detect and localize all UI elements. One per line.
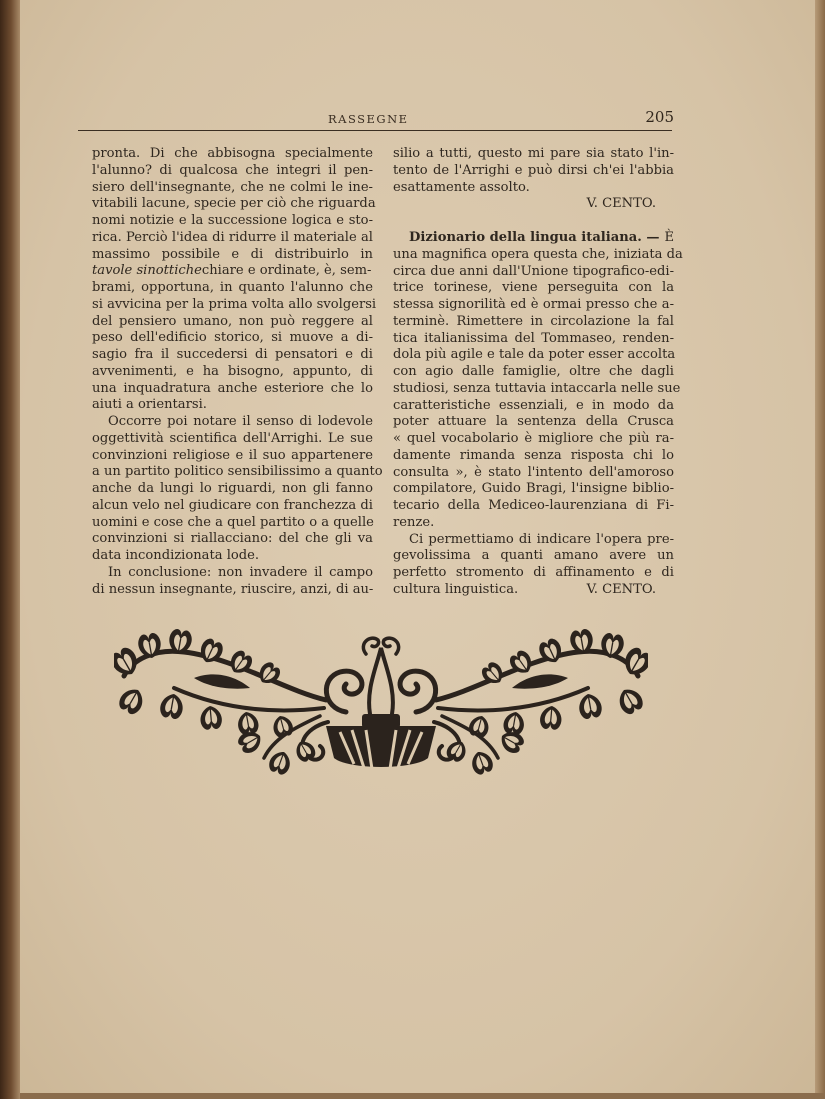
text-line: trice torinese, viene perseguita con la	[393, 280, 674, 296]
text-line: silio a tutti, questo mi pare sia stato l'in-	[393, 146, 674, 161]
text-line: siero dell'insegnante, che ne colmi le ine-	[92, 179, 373, 195]
text-line: una inquadratura anche esteriore che lo	[92, 380, 373, 396]
text-line: terminè. Rimettere in circolazione la fal	[393, 313, 674, 329]
text-line: In conclusione: non invadere il campo	[108, 564, 373, 580]
text-line: studiosi, senza tuttavia intaccarla nelle sue	[393, 380, 681, 396]
text-line: oggettività scientifica dell'Arrighi. Le sue	[92, 430, 373, 446]
text-line	[393, 582, 674, 599]
text-line: si avvicina per la prima volta allo svolgersi	[92, 296, 377, 312]
floral-vase-ornament-icon	[114, 618, 648, 778]
text-line: uomini e cose che a quel partito o a quelle	[92, 514, 374, 530]
left-column	[92, 146, 383, 598]
vase	[326, 714, 436, 769]
text-line: Occorre poi notare il senso di lodevole	[108, 414, 373, 429]
text-line-start: cultura linguistica.	[393, 581, 519, 597]
running-head	[78, 108, 674, 130]
signature: V. CENTO.	[586, 581, 656, 597]
text-line: damente rimanda senza risposta chi lo	[393, 447, 674, 463]
text-line: l'alunno? di qualcosa che integri il pen-	[92, 162, 373, 178]
page-edge-bottom	[20, 1093, 825, 1099]
text-line: vitabili lacune, specie per ciò che riguarda	[92, 196, 376, 212]
text-line: renze.	[393, 514, 435, 530]
right-column	[393, 146, 683, 599]
italic-term: tavole sinottiche	[92, 263, 202, 279]
text-line	[92, 263, 373, 280]
text-line: perfetto stromento di affinamento e di	[393, 565, 674, 580]
text-line: tento de l'Arrighi e può dirsi ch'ei l'abbia	[393, 162, 674, 178]
text-line-rest: È	[664, 230, 674, 245]
text-line: aiuti a orientarsi.	[92, 397, 207, 413]
text-line: poter attuare la sentenza della Crusca	[393, 414, 674, 430]
text-line: « quel vocabolario è migliore che più ra-	[393, 431, 674, 446]
text-line: massimo possibile e di distribuirlo in	[92, 246, 373, 262]
text-line: Ci permettiamo di indicare l'opera pre-	[409, 531, 674, 547]
page-number: 205	[645, 108, 674, 126]
text-line: circa due anni dall'Unione tipografico-edi-	[393, 263, 674, 279]
text-line: pronta. Di che abbisogna specialmente	[92, 146, 373, 161]
text-line: anche da lungi lo riguardi, non gli fanno	[92, 481, 373, 496]
text-line: nomi notizie e la successione logica e sto-	[92, 213, 373, 228]
text-line: compilatore, Guido Bragi, l'insigne biblio-	[393, 481, 674, 497]
text-line: esattamente assolto.	[393, 179, 530, 195]
paragraph-gap	[393, 213, 674, 230]
article-heading: Dizionario della lingua italiana. —	[409, 230, 660, 245]
text-line: rica. Perciò l'idea di ridurre il materiale al	[92, 229, 373, 245]
text-line: del pensiero umano, non può reggere al	[92, 313, 373, 329]
signature: V. CENTO.	[586, 196, 656, 212]
text-line: con agio dalle famiglie, oltre che dagli	[393, 364, 674, 379]
text-line: peso dell'edificio storico, si muove a di-	[92, 330, 373, 346]
text-line: consulta », è stato l'intento dell'amoroso	[393, 464, 674, 480]
left-vine	[124, 651, 326, 758]
right-vine	[436, 651, 638, 758]
article-heading-line	[393, 230, 674, 247]
book-spine	[0, 0, 20, 1099]
text-line: di nessun insegnante, riuscire, anzi, di au-	[92, 581, 374, 597]
text-line: gevolissima a quanti amano avere un	[393, 548, 674, 564]
text-line: tecario della Mediceo-laurenziana di Fi-	[393, 498, 674, 513]
text-line: caratteristiche essenziali, e in modo da	[393, 397, 674, 413]
text-line: tica italianissima del Tommaseo, renden-	[393, 330, 674, 346]
text-line: convinzioni religiose e il suo appartenere	[92, 447, 373, 463]
section-title: RASSEGNE	[328, 112, 409, 126]
text-line: convinzioni si riallacciano: del che gli va	[92, 531, 373, 547]
vine-accents	[194, 674, 568, 688]
text-line: sagio fra il succedersi di pensatori e di	[92, 347, 373, 362]
text-line: a un partito politico sensibilissimo a quanto	[92, 464, 383, 480]
text-line: stessa signorilità ed è ormai presso che a-	[393, 297, 674, 312]
page-edge-right	[815, 0, 825, 1099]
text-line: alcun velo nel giudicare con franchezza di	[92, 497, 373, 513]
header-rule	[78, 130, 672, 131]
text-line: data incondizionata lode.	[92, 548, 260, 563]
text-line: una magnifica opera questa che, iniziata da	[393, 246, 683, 262]
text-line-rest: chiare e ordinate, è, sem-	[201, 263, 372, 279]
text-line: brami, opportuna, in quanto l'alunno che	[92, 280, 373, 295]
text-line: avvenimenti, e ha bisogno, appunto, di	[92, 363, 373, 379]
text-line: dola più agile e tale da poter esser accolta	[393, 347, 676, 363]
